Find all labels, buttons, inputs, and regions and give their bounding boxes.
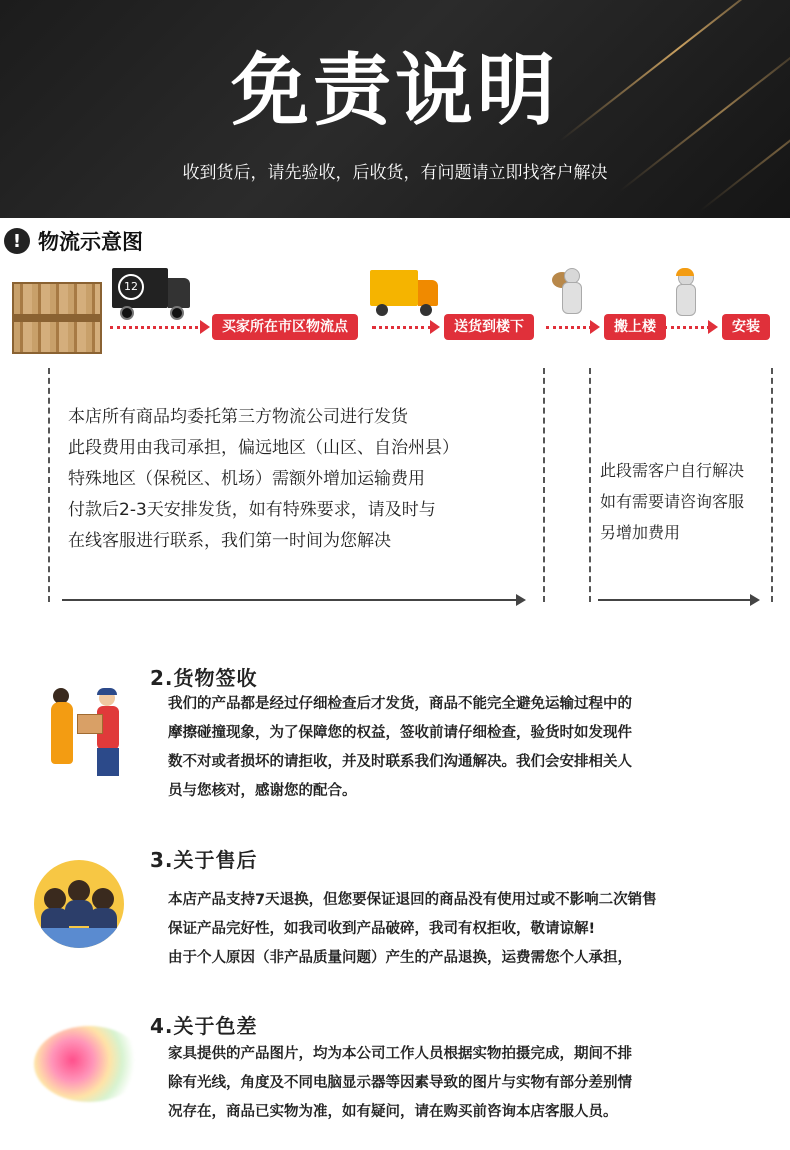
section-heading-receipt: 2.货物签收 (150, 666, 258, 690)
text-line: 员与您核对，感谢您的配合。 (168, 783, 357, 799)
text-line: 此段需客户自行解决 (600, 461, 745, 480)
page-subtitle: 收到货后，请先验收，后收货，有问题请立即找客户解决 (182, 163, 608, 183)
text-line: 付款后2-3天安排发货，如有特殊要求，请及时与 (68, 500, 436, 520)
section-body-color-difference (168, 1040, 778, 1127)
carrier-figure-icon (552, 268, 588, 314)
arrow-right-icon (430, 320, 440, 334)
text-line: 我们的产品都是经过仔细检查后才发货，商品不能完全避免运输过程中的 (168, 696, 632, 712)
truck-cargo-box (370, 270, 418, 306)
text-line: 特殊地区（保税区、机场）需额外增加运输费用 (68, 469, 425, 489)
desk-shape (34, 928, 124, 948)
truck-cab (168, 278, 190, 308)
truck-wheel (170, 306, 184, 320)
flow-connector (546, 326, 592, 329)
step-install: 安装 (722, 314, 770, 340)
courier-legs (97, 748, 119, 776)
truck-cab (418, 280, 438, 306)
text-line: 由于个人原因（非产品质量问题）产生的产品退换，运费需您个人承担， (168, 950, 632, 966)
text-line: 况存在，商品已实物为准，如有疑问，请在购买前咨询本店客服人员。 (168, 1104, 618, 1120)
text-line: 本店产品支持7天退换，但您要保证退回的商品没有使用过或不影响二次销售 (168, 892, 657, 908)
text-line: 本店所有商品均委托第三方物流公司进行发货 (68, 407, 408, 427)
truck-wheel (120, 306, 134, 320)
section-body-after-sales (168, 886, 778, 973)
flow-connector (372, 326, 432, 329)
truck-wheel (420, 304, 432, 316)
arrow-right-icon (200, 320, 210, 334)
exclamation-icon: ! (4, 228, 30, 254)
figure-body (562, 282, 582, 314)
woman-figure (51, 702, 73, 764)
step-deliver-downstairs: 送货到楼下 (444, 314, 534, 340)
text-line: 除有光线，角度及不同电脑显示器等因素导致的图片与实物有部分差别情 (168, 1075, 632, 1091)
figure-body (676, 284, 696, 316)
black-truck-icon (112, 268, 192, 322)
color-powder-icon (34, 1026, 144, 1102)
text-line: 如有需要请咨询客服 (600, 492, 745, 511)
customer-service-team-icon (34, 860, 124, 948)
text-line: 在线客服进行联系，我们第一时间为您解决 (68, 531, 391, 551)
bracket-line (48, 368, 50, 602)
step-carry-upstairs: 搬上楼 (604, 314, 666, 340)
section-body-receipt (168, 690, 778, 806)
header-banner (0, 0, 790, 218)
agent-head (44, 888, 66, 910)
truck-label: 12 (118, 274, 144, 300)
arrow-right-icon (590, 320, 600, 334)
section-heading-after-sales: 3.关于售后 (150, 848, 258, 872)
text-line: 保证产品完好性，如我司收到产品破碎，我司有权拒收，敬请谅解! (168, 921, 596, 937)
range-arrow (62, 599, 524, 601)
arrow-right-icon (708, 320, 718, 334)
logistics-title-text: 物流示意图 (38, 230, 143, 254)
agent-head (68, 880, 90, 902)
customer-responsibility-text (600, 455, 780, 548)
range-arrow (598, 599, 758, 601)
delivery-handover-icon (45, 688, 135, 788)
bracket-line (543, 368, 545, 602)
truck-cargo-box (112, 268, 168, 308)
text-line: 摩擦碰撞现象，为了保障您的权益，签收前请仔细检查，验货时如发现件 (168, 725, 632, 741)
flow-connector (664, 326, 710, 329)
parcel-box (77, 714, 103, 734)
company-responsibility-text (68, 402, 538, 557)
step-local-logistics: 买家所在市区物流点 (212, 314, 358, 340)
courier-cap (97, 688, 117, 695)
agent-head (92, 888, 114, 910)
text-line: 此段费用由我司承担，偏远地区（山区、自治州县） (68, 438, 459, 458)
text-line: 家具提供的产品图片，均为本公司工作人员根据实物拍摄完成，期间不排 (168, 1046, 632, 1062)
text-line: 数不对或者损坏的请拒收，并及时联系我们沟通解决。我们会安排相关人 (168, 754, 632, 770)
text-line: 另增加费用 (600, 523, 681, 542)
flow-connector (110, 326, 204, 329)
yellow-truck-icon (370, 270, 440, 320)
bracket-line (589, 368, 591, 602)
section-heading-color-difference: 4.关于色差 (150, 1014, 258, 1038)
wooden-crate-icon (12, 282, 102, 354)
logistics-section-title (4, 226, 143, 256)
installer-figure-icon (666, 270, 702, 316)
truck-wheel (376, 304, 388, 316)
hard-hat-shape (676, 268, 694, 276)
page-title: 免责说明 (230, 46, 559, 136)
